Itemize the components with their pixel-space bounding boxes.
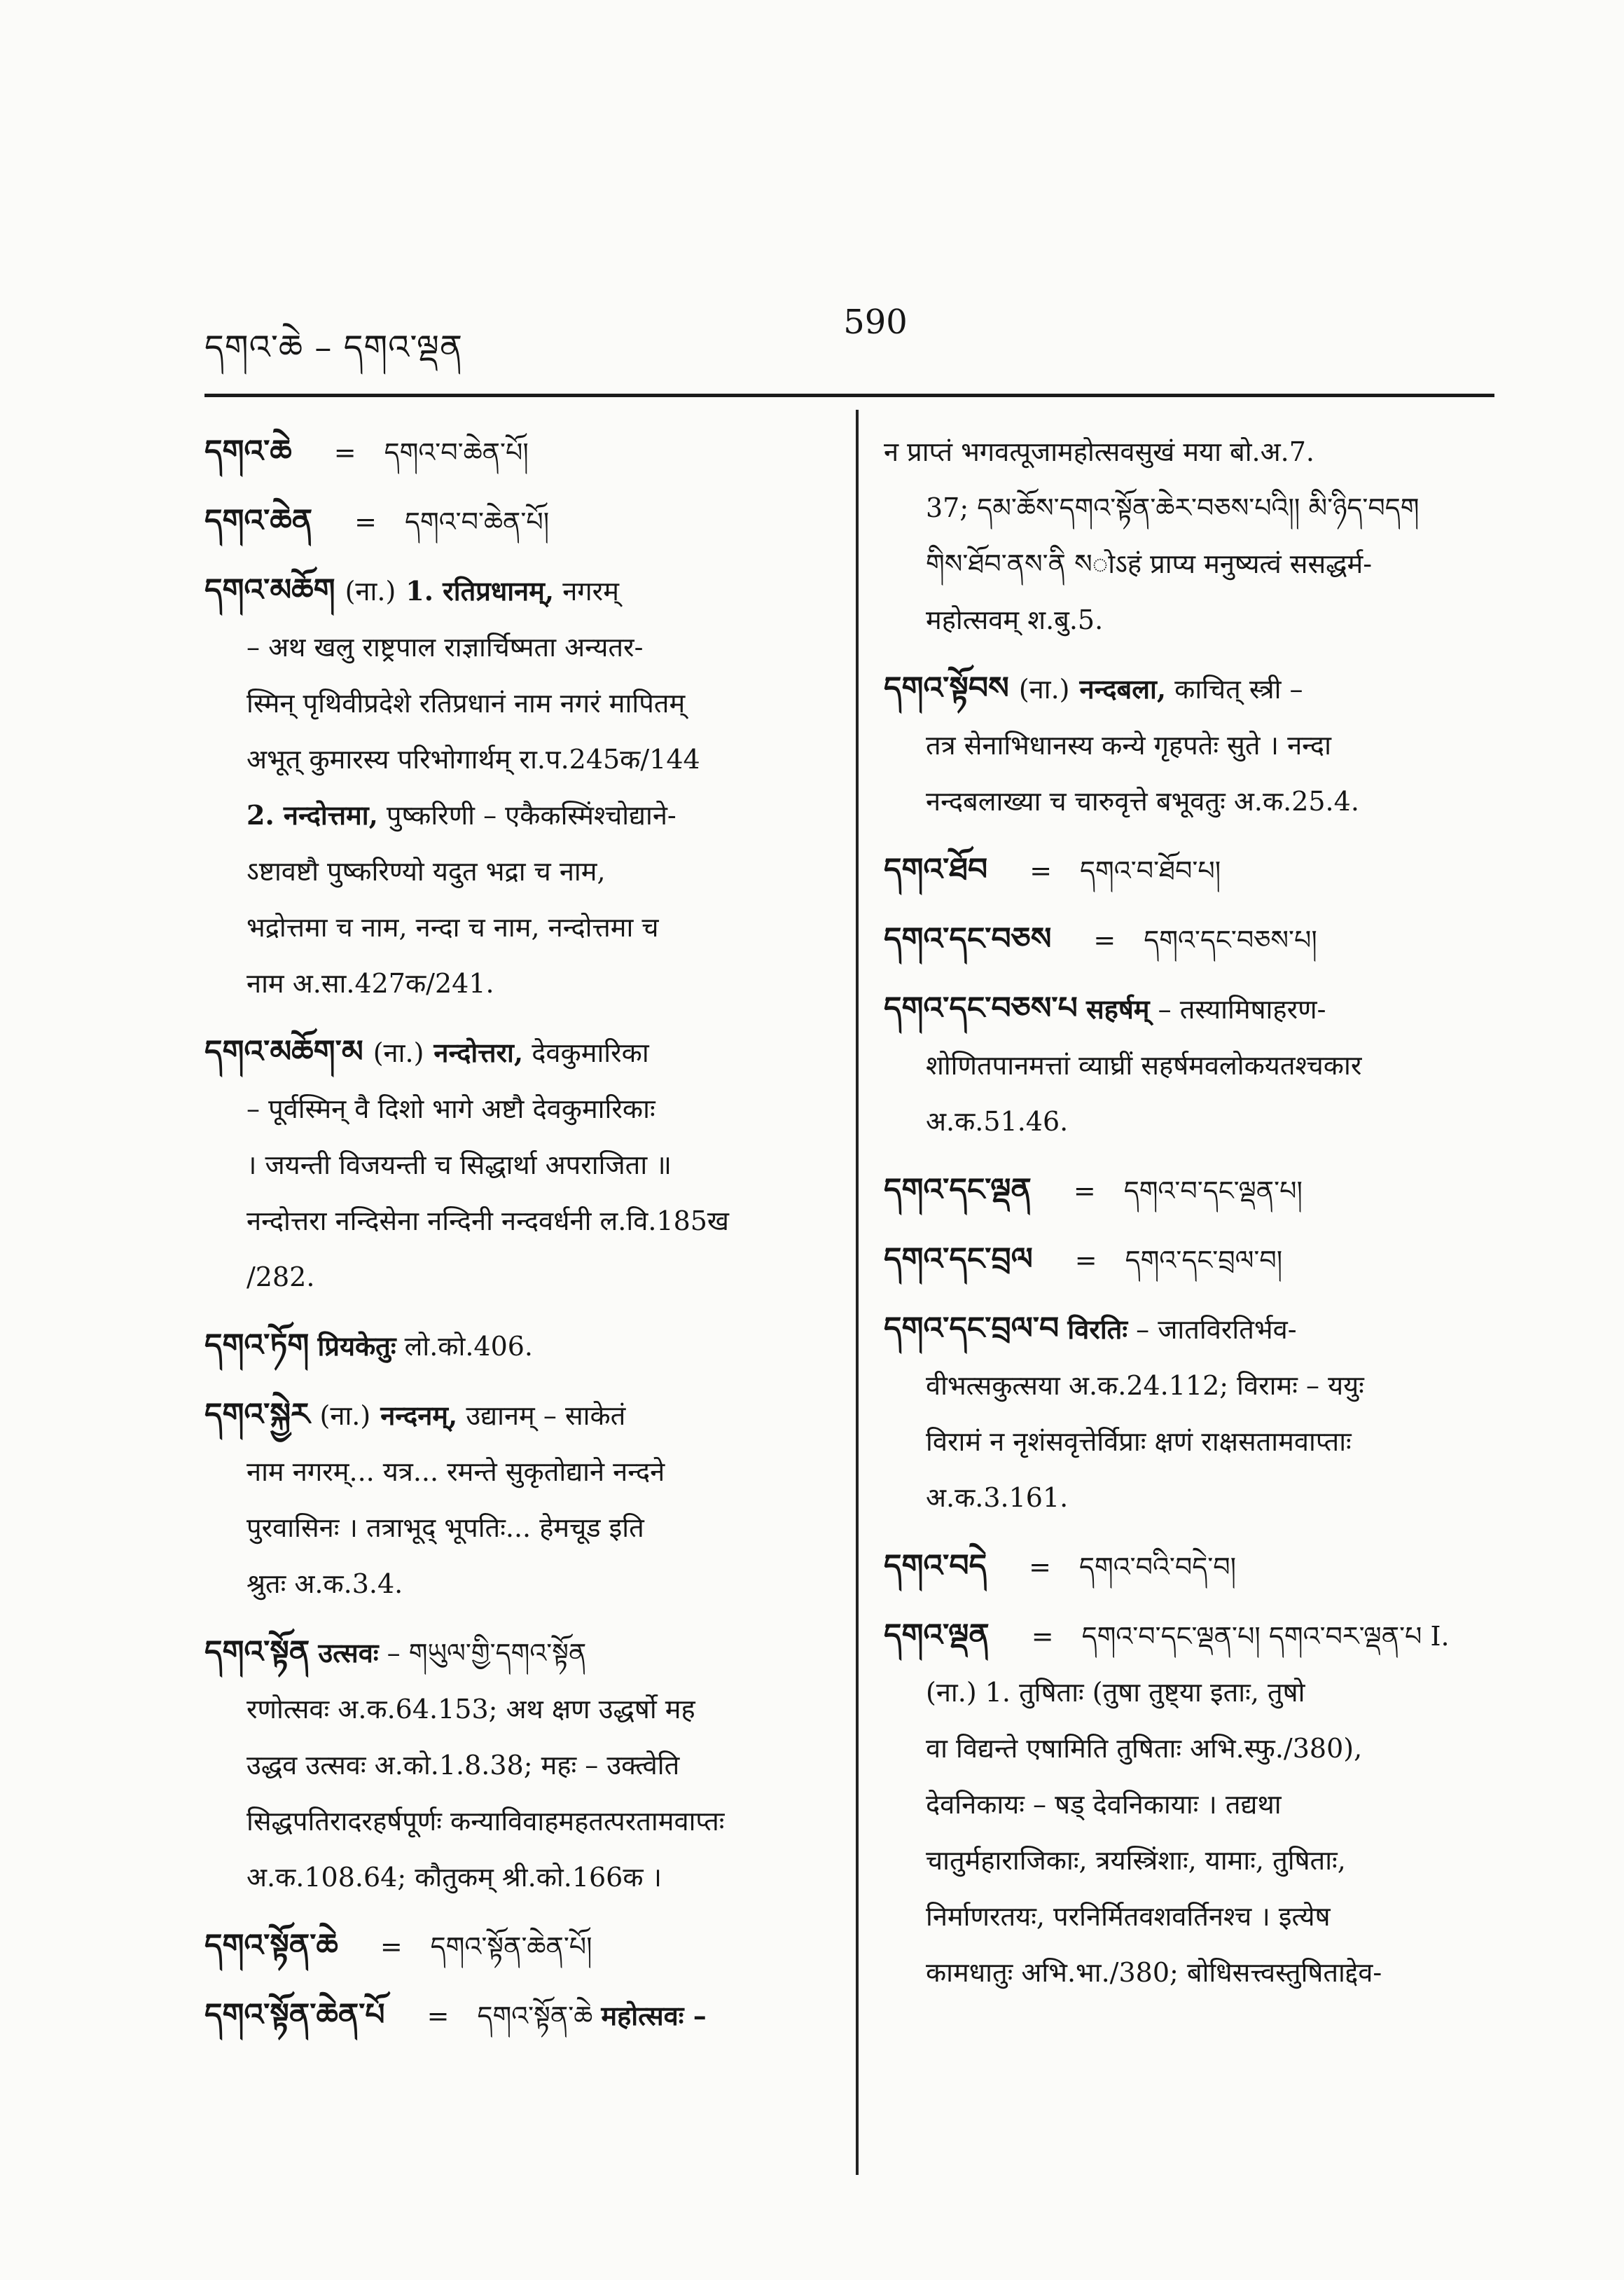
dictionary-entry [204, 562, 835, 1011]
entry-line [204, 731, 835, 787]
entry-text: (ना.) 1. तुषिताः (तुषा तुष्ट्या इताः, तुषो [926, 1677, 1305, 1708]
entry-text: དགའ་བ་དང་ལྡན་པ། དགའ་བར་ལྡན་པ I. [1081, 1621, 1450, 1652]
entry-text: དགའ་བ་ཆེན་པོ། [384, 437, 529, 468]
equals-sign: = [1029, 855, 1053, 886]
meaning: नन्दनम्, [380, 1400, 458, 1431]
entry-line [204, 955, 835, 1011]
entry-line [204, 1193, 835, 1249]
entry-first-line [204, 424, 835, 481]
dictionary-entry [884, 424, 1494, 648]
dictionary-entry [884, 842, 1494, 899]
entry-text: वीभत्सकुत्सया अ.क.24.112; विरामः – ययुः [926, 1370, 1364, 1401]
entry-first-line [204, 1987, 835, 2044]
entry-text: न प्राप्तं भगवत्पूजामहोत्सवसुखं मया बो.अ.7. [884, 436, 1315, 467]
entry-line [204, 1249, 835, 1305]
entry-first-line [884, 842, 1494, 899]
entry-text: नाम अ.सा.427क/241. [247, 968, 494, 999]
headword: དགའ་མཆོག [204, 572, 335, 608]
equals-sign: = [1031, 1621, 1054, 1652]
meaning: प्रियकेतुः [317, 1330, 396, 1362]
dictionary-entry [204, 1024, 835, 1305]
entry-text: अ.क.51.46. [926, 1106, 1069, 1137]
grammar-tag: (ना.) [1018, 674, 1070, 705]
entry-text: – अथ खलु राष्ट्रपाल राज्ञार्चिष्मता अन्यतर- [247, 632, 644, 663]
entry-line [884, 1832, 1494, 1888]
entry-text: सिद्धपतिरादरहर्षपूर्णः कन्याविवाहमहतत्परतामवाप्तः [247, 1806, 725, 1837]
entry-text: – पूर्वस्मिन् वै दिशो भागे अष्टौ देवकुमारिकाः [247, 1093, 655, 1124]
entry-line [884, 1414, 1494, 1470]
entry-line [884, 536, 1494, 592]
entry-line [884, 1037, 1494, 1093]
dictionary-entry [884, 1162, 1494, 1219]
entry-text: – तस्यामिषाहरण- [1158, 994, 1326, 1025]
meaning: उत्सवः [318, 1637, 379, 1668]
entry-line [884, 1776, 1494, 1832]
entry-text: । जयन्ती विजयन्ती च सिद्धार्था अपराजिता ॥ [247, 1149, 672, 1180]
dictionary-entry [884, 981, 1494, 1149]
dictionary-entry [204, 424, 835, 481]
equals-sign: = [354, 506, 377, 537]
meaning: विरतिः [1067, 1313, 1128, 1345]
entry-line [884, 773, 1494, 829]
meaning: सहर्षम् [1085, 993, 1150, 1025]
entry-text: स्मिन् पृथिवीप्रदेशे रतिप्रधानं नाम नगरं मापितम् [247, 688, 686, 719]
entry-text: /282. [247, 1262, 315, 1292]
entry-text: पुष्करिणी – एकैकस्मिंश्चोद्याने- [386, 800, 676, 831]
headword: དགའ་ལྡན [884, 1617, 990, 1653]
headword: དགའ་ཆེ [204, 434, 292, 469]
entry-text: དགའ་བའི་བདེ་བ། [1078, 1552, 1237, 1582]
headword: དགའ་སྐྱེར [204, 1397, 310, 1432]
entry-text: अ.क.3.161. [926, 1482, 1069, 1513]
dictionary-entry [204, 493, 835, 550]
entry-first-line [884, 1162, 1494, 1219]
entry-first-line [204, 1024, 835, 1081]
entry-line [204, 1444, 835, 1500]
headword: དགའ་དང་བཅས [884, 921, 1052, 957]
meaning: 1. रतिप्रधानम्, [405, 575, 555, 607]
meaning: नन्दोत्तरा, [433, 1037, 524, 1068]
equals-sign: = [1074, 1245, 1097, 1276]
dictionary-entry [204, 1387, 835, 1612]
entry-line [204, 675, 835, 731]
entry-first-line [884, 1231, 1494, 1288]
entry-first-line [204, 1918, 835, 1975]
meaning: महोत्सवः – [601, 2000, 707, 2031]
dictionary-entry [884, 1301, 1494, 1526]
entry-first-line [884, 1301, 1494, 1357]
entry-text: वा विद्यन्ते एषामिति तुषिताः अभि.स्फु./380), [926, 1733, 1363, 1764]
entry-text: – जातविरतिर्भव- [1136, 1314, 1297, 1345]
entry-line [204, 1849, 835, 1905]
entry-text: नन्दबलाख्या च चारुवृत्ते बभूवतुः अ.क.25.4. [926, 786, 1359, 817]
headword: དགའ་སྟོན [204, 1634, 310, 1670]
entry-text: अभूत् कुमारस्य परिभोगार्थम् रा.प.245क/144 [247, 744, 700, 775]
entry-line [204, 1500, 835, 1556]
entry-line [204, 1556, 835, 1612]
entry-line [884, 1720, 1494, 1776]
entry-line [884, 592, 1494, 648]
grammar-tag: (ना.) [373, 1037, 424, 1068]
headword: དགའ་མཆོག་མ [204, 1034, 363, 1070]
equals-sign: = [1093, 925, 1116, 955]
entry-text: དགའ་བ་ཆེན་པོ། [404, 506, 550, 537]
entry-text: काचित् स्त्री – [1174, 674, 1303, 705]
entry-first-line [884, 981, 1494, 1037]
entry-line [884, 717, 1494, 773]
entry-text: དགའ་སྟོན་ཆེ [477, 2001, 593, 2031]
headword: དགའ་བདེ [884, 1548, 987, 1584]
entry-text: 37; དམ་ཆོས་དགའ་སྟོན་ཆེར་བཅས་པའི།། མི་ཉིད་བདག [926, 492, 1420, 523]
entry-line [204, 843, 835, 899]
headword: དགའ་དང་བྲལ [884, 1241, 1033, 1277]
entry-text: ऽष्टावष्टौ पुष्करिण्यो यदुत भद्रा च नाम, [247, 856, 606, 887]
headword: དགའ་སྟོན་ཆེན་པོ [204, 1997, 385, 2033]
entry-line [204, 787, 835, 843]
entry-first-line [884, 1608, 1494, 1664]
dictionary-entry [884, 911, 1494, 968]
entry-text: महोत्सवम् श.बु.5. [926, 604, 1104, 635]
entry-text: དགའ་དང་བཅས་པ། [1144, 925, 1317, 955]
entry-text: चातुर्महाराजिकाः, त्रयस्त्रिंशाः, यामाः, तुषिताः, [926, 1845, 1346, 1876]
entry-text: रणोत्सवः अ.क.64.153; अथ क्षण उद्धर्षो मह [247, 1694, 695, 1725]
entry-first-line [884, 1538, 1494, 1595]
entry-text: भद्रोत्तमा च नाम, नन्दा च नाम, नन्दोत्तमा च [247, 912, 659, 943]
entry-text: གིས་ཐོབ་ནས་ནི སोऽहं प्राप्य मनुष्यत्वं ससद्धर्म- [926, 548, 1373, 579]
headword: དགའ་དང་བྲལ་བ [884, 1311, 1060, 1346]
entry-first-line [204, 1387, 835, 1444]
entry-line [884, 1357, 1494, 1414]
entry-first-line [884, 911, 1494, 968]
entry-line [204, 899, 835, 955]
entry-line [884, 1888, 1494, 1944]
equals-sign: = [380, 1931, 403, 1962]
headword: དགའ་སྟོབས [884, 670, 1009, 706]
entry-line [204, 1793, 835, 1849]
entry-line [884, 1470, 1494, 1526]
dictionary-entry [884, 1538, 1494, 1595]
dictionary-entry [884, 1608, 1494, 2001]
entry-text: उद्यानम् – साकेतं [466, 1400, 626, 1431]
entry-text: नन्दोत्तरा नन्दिसेना नन्दिनी नन्दवर्धनी ल.वि.185ख [247, 1205, 730, 1236]
entry-line [884, 1093, 1494, 1149]
headword: དགའ་ཐོབ [884, 852, 988, 887]
headword: དགའ་དང་ལྡན [884, 1172, 1032, 1208]
entry-text: शोणितपानमत्तां व्याघ्रीं सहर्षमवलोकयतश्चकार [926, 1050, 1362, 1081]
dictionary-entry [204, 1987, 835, 2044]
entry-line [204, 1681, 835, 1737]
entry-first-line [204, 562, 835, 619]
entry-text: निर्माणरतयः, परनिर्मितवशवर्तिनश्च । इत्येष [926, 1901, 1331, 1932]
entry-first-line [204, 1624, 835, 1681]
entry-text: – གཡུལ་གྱི་དགའ་སྟོན [387, 1638, 587, 1668]
entry-text: देवनिकायः – षड् देवनिकायाः । तद्यथा [926, 1789, 1282, 1820]
entry-first-line [204, 493, 835, 550]
meaning: 2. नन्दोत्तमा, [247, 799, 378, 831]
entry-text: उद्धव उत्सवः अ.को.1.8.38; महः – उक्त्वेति [247, 1750, 680, 1781]
entry-text: देवकुमारिका [532, 1037, 649, 1068]
grammar-tag: (ना.) [319, 1400, 371, 1431]
dictionary-entry [204, 1918, 835, 1975]
header-rule [204, 394, 1494, 397]
entry-line [884, 480, 1494, 536]
entry-text: དགའ་སྟོན་ཆེན་པོ། [430, 1931, 592, 1962]
entry-text: लो.को.406. [404, 1331, 534, 1362]
equals-sign: = [1029, 1552, 1051, 1582]
entry-line [204, 1137, 835, 1193]
headword: དགའ་ཏོག [204, 1327, 310, 1363]
equals-sign: = [426, 2001, 450, 2031]
meaning: नन्दबला, [1079, 673, 1167, 705]
entry-text: कामधातुः अभि.भा./380; बोधिसत्त्वस्तुषिताद्देव- [926, 1957, 1382, 1988]
equals-sign: = [333, 437, 356, 468]
dictionary-entry [204, 1318, 835, 1374]
left-column [204, 424, 835, 2057]
entry-line [884, 1944, 1494, 2001]
headword: དགའ་དང་བཅས་པ [884, 990, 1078, 1026]
entry-line [204, 619, 835, 675]
entry-text: नगरम् [562, 576, 619, 607]
entry-text: དགའ་དང་བྲལ་བ། [1125, 1245, 1283, 1276]
entry-line [204, 1081, 835, 1137]
entry-first-line [884, 661, 1494, 717]
entry-text: पुरवासिनः । तत्राभूद् भूपतिः... हेमचूड इति [247, 1512, 644, 1543]
column-divider [856, 410, 859, 2175]
headword: དགའ་ཆེན [204, 503, 313, 539]
grammar-tag: (ना.) [345, 576, 396, 607]
equals-sign: = [1073, 1175, 1096, 1206]
entry-first-line [204, 1318, 835, 1374]
entry-text: तत्र सेनाभिधानस्य कन्ये गृहपतेः सुते । नन्दा [926, 730, 1331, 761]
dictionary-entry [204, 1624, 835, 1905]
dictionary-entry [884, 661, 1494, 829]
entry-text: अ.क.108.64; कौतुकम् श्री.को.166क । [247, 1862, 662, 1893]
page-number: 590 [843, 303, 908, 342]
entry-text: དགའ་བ་ཐོབ་པ། [1080, 855, 1221, 886]
entry-text: विरामं न नृशंसवृत्तेर्विप्राः क्षणं राक्षसतामवाप्ताः [926, 1426, 1352, 1457]
entry-line [204, 1737, 835, 1793]
headword: དགའ་སྟོན་ཆེ [204, 1928, 338, 1963]
dictionary-entry [884, 1231, 1494, 1288]
entry-first-line [884, 424, 1494, 480]
entry-text: नाम नगरम्... यत्र... रमन्ते सुकृतोद्याने नन्दने [247, 1456, 665, 1487]
entry-line [884, 1664, 1494, 1720]
right-column [884, 424, 1494, 2013]
entry-text: श्रुतः अ.क.3.4. [247, 1568, 403, 1599]
running-header: དགའ་ཆེ – དགའ་ལྡན [204, 328, 464, 367]
entry-text: དགའ་བ་དང་ལྡན་པ། [1123, 1175, 1303, 1206]
